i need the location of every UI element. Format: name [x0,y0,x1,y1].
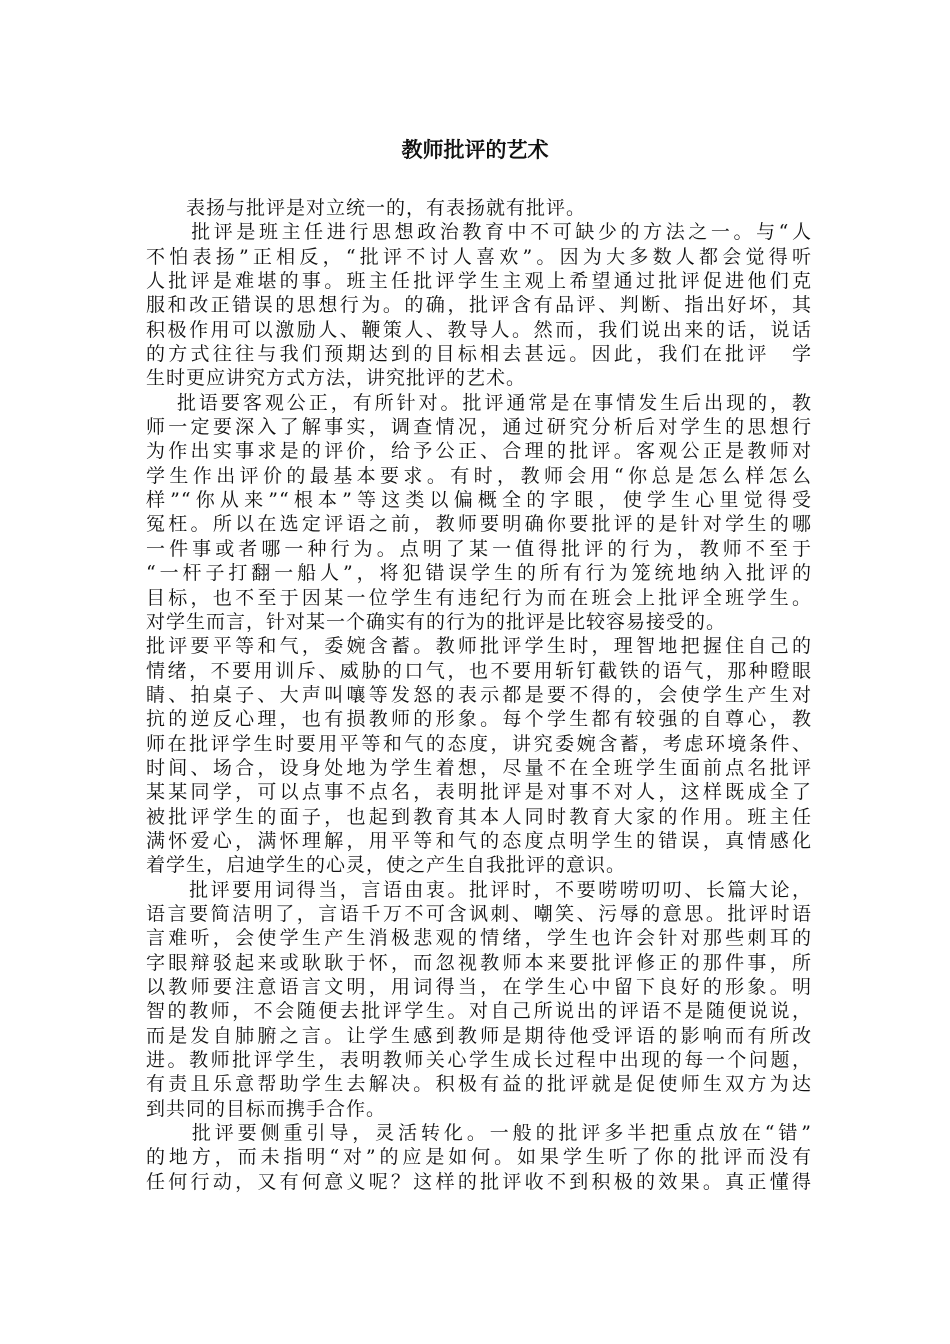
text-line: 学生作出评价的最基本要求。有时，教师会用“你总是怎么样怎么 [146,464,812,487]
text-line: 语言要简洁明了，言语千万不可含讽刺、嘲笑、污辱的意思。批评时语 [146,902,812,925]
text-line: 对学生而言，针对某一个确实有的行为的批评是比较容易接受的。 [146,610,727,633]
text-line: 积极作用可以激励人、鞭策人、教导人。然而，我们说出来的话，说话 [146,318,812,341]
text-line: 批评要用词得当，言语由衷。批评时，不要唠唠叨叨、长篇大论， [146,878,812,901]
text-line: 服和改正错误的思想行为。的确，批评含有品评、判断、指出好坏，其 [146,294,812,317]
document-body [146,196,812,1194]
text-line: 批评要侧重引导，灵活转化。一般的批评多半把重点放在“错” [146,1122,812,1145]
text-line: 表扬与批评是对立统一的，有表扬就有批评。 [146,197,587,219]
text-line: 以教师要注意语言文明，用词得当，在学生心中留下良好的形象。明 [146,976,812,998]
text-line: 的方式往往与我们预期达到的目标相去甚远。因此，我们在批评 学 [146,343,812,366]
text-line: 有责且乐意帮助学生去解决。积极有益的批评就是促使师生双方为达 [146,1073,812,1096]
text-line: 人批评是难堪的事。班主任批评学生主观上希望通过批评促进他们克 [146,270,812,293]
text-line: 任何行动，又有何意义呢？这样的批评收不到积极的效果。真正懂得 [146,1170,812,1193]
text-line: 言难听，会使学生产生消极悲观的情绪，学生也许会针对那些刺耳的 [146,927,812,950]
document-title: 教师批评的艺术 [401,137,549,162]
text-line: 冤枉。所以在选定评语之前，教师要明确你要批评的是针对学生的哪 [146,513,812,536]
text-line: 的地方，而未指明“对”的应是如何。如果学生听了你的批评而没有 [146,1146,812,1169]
text-line: 样”“你从来”“根本”等这类以偏概全的字眼，使学生心里觉得受 [146,489,812,512]
text-line: 批评是班主任进行思想政治教育中不可缺少的方法之一。与“人 [146,221,812,244]
text-line: 而是发自肺腑之言。让学生感到教师是期待他受评语的影响而有所改 [146,1024,812,1047]
text-line: 睛、拍桌子、大声叫嚷等发怒的表示都是要不得的，会使学生产生对 [146,683,812,706]
text-line: 某某同学，可以点事不点名，表明批评是对事不对人，这样既成全了 [146,781,812,804]
text-line: “一杆子打翻一船人”，将犯错误学生的所有行为笼统地纳入批评的 [146,562,812,585]
text-line: 生时更应讲究方式方法，讲究批评的艺术。 [146,367,527,390]
text-line: 到共同的目标而携手合作。 [146,1097,387,1120]
text-line: 被批评学生的面子，也起到教育其本人同时教育大家的作用。班主任 [146,805,812,828]
text-line: 时间、场合，设身处地为学生着想，尽量不在全班学生面前点名批评 [146,756,812,779]
text-line: 为作出实事求是的评价，给予公正、合理的批评。客观公正是教师对 [146,440,812,463]
text-line: 智的教师，不会随便去批评学生。对自己所说出的评语不是随便说说， [146,1000,812,1023]
text-line: 一件事或者哪一种行为。点明了某一值得批评的行为，教师不至于 [146,537,812,560]
text-line: 师在批评学生时要用平等和气的态度，讲究委婉含蓄，考虑环境条件、 [146,732,812,755]
text-line: 抗的逆反心理，也有损教师的形象。每个学生都有较强的自尊心，教 [146,708,812,731]
text-line: 不怕表扬”正相反，“批评不讨人喜欢”。因为大多数人都会觉得听 [146,245,812,268]
text-line: 情绪，不要用训斥、威胁的口气，也不要用斩钉截铁的语气，那种瞪眼 [146,659,812,682]
text-line: 满怀爱心，满怀理解，用平等和气的态度点明学生的错误，真情感化 [146,829,812,852]
text-line: 字眼辩驳起来或耿耿于怀，而忽视教师本来要批评修正的那件事，所 [146,951,812,974]
text-line: 进。教师批评学生，表明教师关心学生成长过程中出现的每一个问题， [146,1049,812,1072]
text-line: 师一定要深入了解事实，调查情况，通过研究分析后对学生的思想行 [146,416,812,439]
text-line: 目标，也不至于因某一位学生有违纪行为而在班会上批评全班学生。 [146,586,812,609]
text-line: 批语要客观公正，有所针对。批评通常是在事情发生后出现的，教 [146,391,812,414]
text-line: 着学生，启迪学生的心灵，使之产生自我批评的意识。 [146,854,627,877]
text-line: 批评要平等和气，委婉含蓄。教师批评学生时，理智地把握住自己的 [146,635,812,658]
